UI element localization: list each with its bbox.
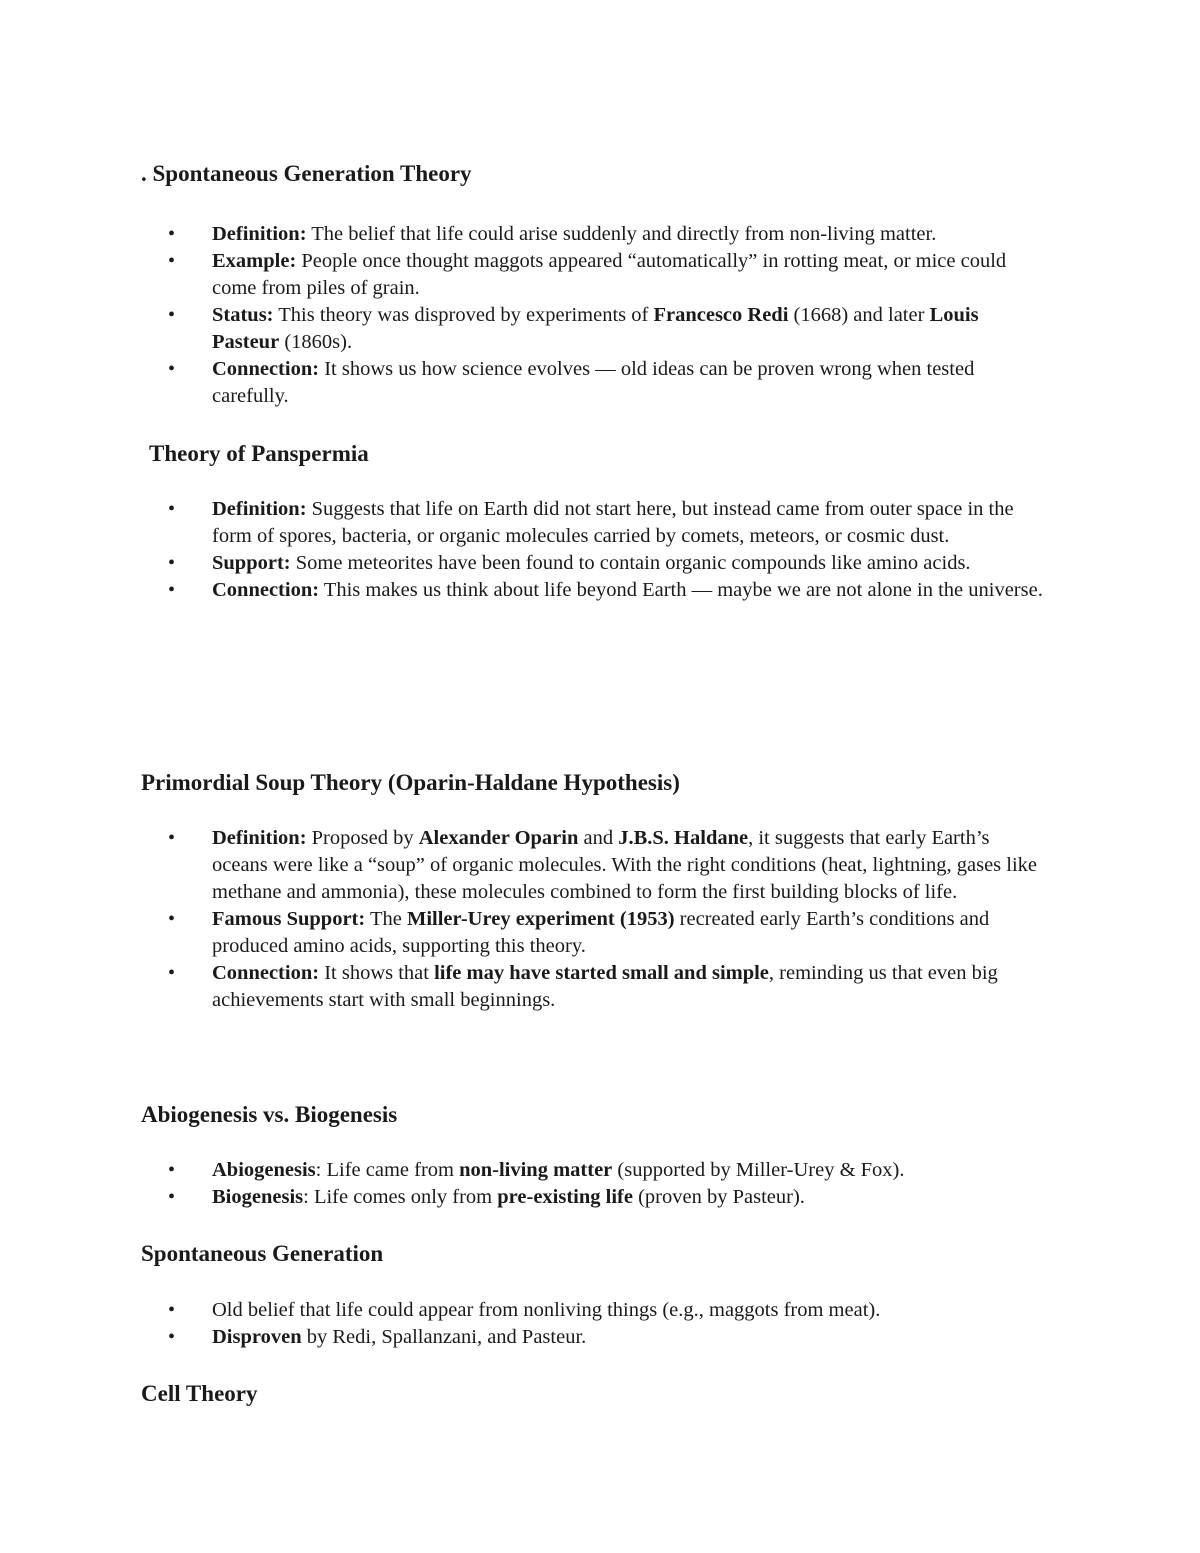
item-text: by Redi, Spallanzani, and Pasteur. (301, 1326, 587, 1348)
bullet-icon: • (168, 498, 176, 520)
list-item (168, 960, 1048, 1014)
list-spontaneous-generation (168, 1297, 1048, 1351)
item-text: This makes us think about life beyond Earth — maybe we are not alone in the universe. (319, 579, 1043, 601)
heading-cell-theory: Cell Theory (141, 1381, 258, 1406)
heading-abiogenesis-vs-biogenesis: Abiogenesis vs. Biogenesis (141, 1102, 398, 1127)
item-emphasis: Francesco Redi (653, 304, 789, 326)
bullet-icon: • (168, 579, 176, 601)
heading-spontaneous-generation: Spontaneous Generation (141, 1241, 384, 1266)
item-label: Abiogenesis (212, 1159, 316, 1181)
list-item (168, 550, 1048, 577)
item-text: , reminding us that even big achievements start with small beginnings. (212, 962, 998, 1011)
list-item (168, 356, 1048, 410)
bullet-icon: • (168, 1159, 176, 1181)
bullet-icon: • (168, 1326, 176, 1348)
bullet-icon: • (168, 304, 176, 326)
item-label: Disproven (212, 1326, 302, 1348)
item-label: Connection: (212, 358, 320, 380)
bullet-icon: • (168, 223, 176, 245)
item-emphasis: pre-existing life (497, 1186, 633, 1208)
list-item (168, 248, 1048, 302)
item-label: Status: (212, 304, 274, 326)
item-emphasis: Miller-Urey experiment (1953) (406, 908, 675, 930)
item-label: Definition: (212, 223, 307, 245)
item-label: Support: (212, 552, 291, 574)
item-text: , it suggests that early Earth’s oceans were like a “soup” of organic molecules. With the right conditions (heat, lightning, gases like methane and ammonia), these molecules combined to form the first building blocks of life. (212, 827, 1038, 903)
item-text: : Life came from (315, 1159, 460, 1181)
list-spontaneous-generation-theory (168, 221, 1048, 410)
item-text: The belief that life could arise suddenly and directly from non-living matter. (306, 223, 937, 245)
list-item (168, 1324, 1048, 1351)
list-item (168, 1184, 1048, 1211)
bullet-icon: • (168, 827, 176, 849)
item-text: It shows that (319, 962, 435, 984)
item-label: Connection: (212, 579, 320, 601)
list-item (168, 302, 1048, 356)
item-emphasis: Alexander Oparin (418, 827, 579, 849)
item-emphasis: non-living matter (459, 1159, 613, 1181)
list-primordial-soup (168, 825, 1048, 1014)
bullet-icon: • (168, 908, 176, 930)
list-item (168, 906, 1048, 960)
bullet-icon: • (168, 358, 176, 380)
item-text: It shows us how science evolves — old ideas can be proven wrong when tested carefully. (212, 358, 975, 407)
list-abiogenesis-vs-biogenesis (168, 1157, 1048, 1211)
item-text: (proven by Pasteur). (632, 1186, 805, 1208)
item-text: People once thought maggots appeared “automatically” in rotting meat, or mice could come from piles of grain. (212, 250, 1007, 299)
item-text: (supported by Miller-Urey & Fox). (612, 1159, 905, 1181)
item-text: Old belief that life could appear from nonliving things (e.g., maggots from meat). (212, 1299, 881, 1321)
item-text: Some meteorites have been found to contain organic compounds like amino acids. (290, 552, 971, 574)
item-label: Definition: (212, 498, 307, 520)
item-text: : Life comes only from (303, 1186, 498, 1208)
item-label: Biogenesis (212, 1186, 304, 1208)
heading-theory-of-panspermia: Theory of Panspermia (149, 441, 369, 466)
list-panspermia (168, 496, 1048, 604)
bullet-icon: • (168, 552, 176, 574)
list-item (168, 1297, 1048, 1324)
item-emphasis: J.B.S. Haldane (618, 827, 749, 849)
list-item (168, 1157, 1048, 1184)
item-text: Suggests that life on Earth did not start here, but instead came from outer space in the form of spores, bacteria, or organic molecules carried by comets, meteors, or cosmic dust. (212, 498, 1014, 547)
list-item (168, 825, 1048, 906)
item-label: Famous Support: (212, 908, 366, 930)
item-emphasis: life may have started small and simple (434, 962, 769, 984)
item-text: Proposed by (306, 827, 419, 849)
list-item (168, 577, 1048, 604)
bullet-icon: • (168, 962, 176, 984)
item-text: recreated early Earth’s conditions and produced amino acids, supporting this theory. (212, 908, 990, 957)
item-text: The (365, 908, 407, 930)
list-item (168, 221, 1048, 248)
bullet-icon: • (168, 1186, 176, 1208)
item-text: This theory was disproved by experiments of (273, 304, 654, 326)
item-text: (1668) and later (788, 304, 930, 326)
heading-spontaneous-generation-theory: . Spontaneous Generation Theory (141, 161, 472, 186)
item-text: and (578, 827, 619, 849)
bullet-icon: • (168, 250, 176, 272)
item-label: Connection: (212, 962, 320, 984)
bullet-icon: • (168, 1299, 176, 1321)
list-item (168, 496, 1048, 550)
item-text: (1860s). (279, 331, 353, 353)
item-emphasis: Louis Pasteur (212, 304, 979, 353)
item-label: Definition: (212, 827, 307, 849)
heading-primordial-soup-theory: Primordial Soup Theory (Oparin-Haldane Hypothesis) (141, 770, 680, 795)
item-label: Example: (212, 250, 297, 272)
